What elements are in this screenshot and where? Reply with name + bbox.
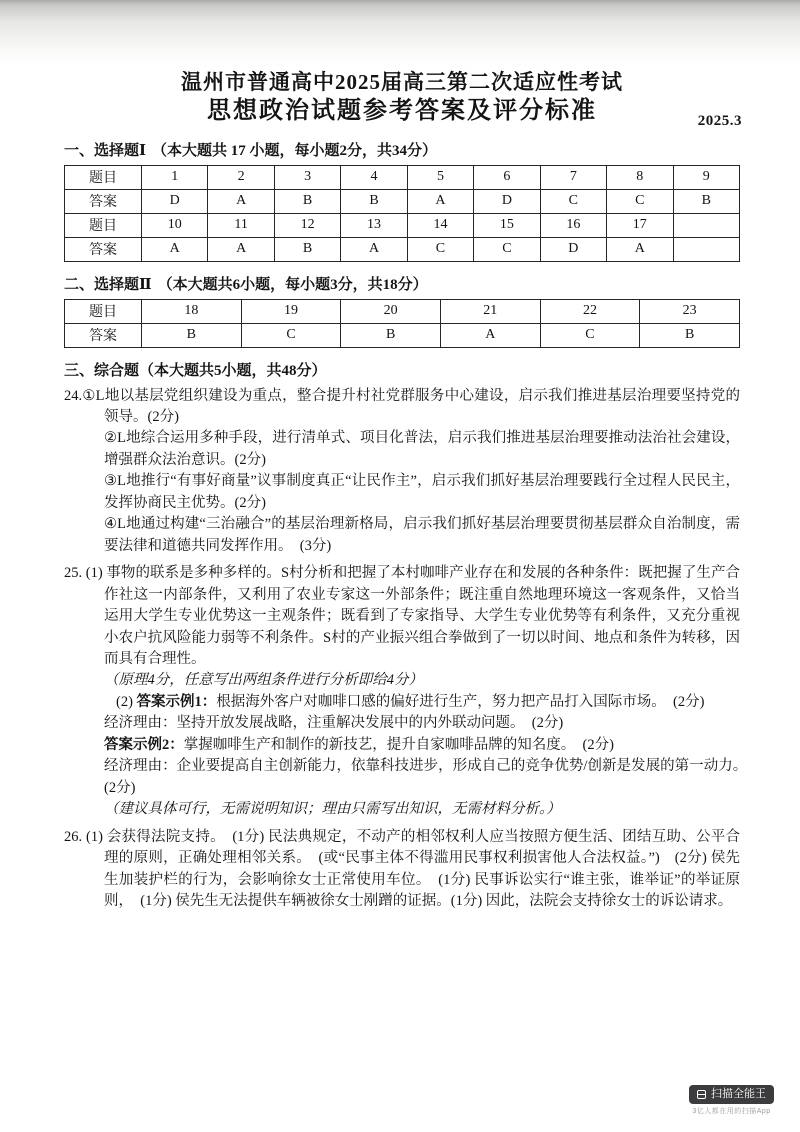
answer-cell: C	[540, 189, 606, 213]
camscanner-watermark	[689, 1085, 774, 1116]
answer-cell: 9	[673, 165, 740, 189]
answer-cell	[673, 213, 740, 237]
table-row	[65, 237, 740, 261]
section1-title: 一、选择题Ⅰ	[64, 142, 147, 159]
q25-part2-example1	[104, 692, 740, 713]
section3-title: 三、综合题	[64, 362, 140, 379]
q25-reason2: 经济理由：企业要提高自主创新能力，依靠科技进步，形成自己的竞争优势/创新是发展的第一动力。 (2分)	[104, 758, 755, 796]
answer-cell: B	[274, 189, 340, 213]
answer-cell: B	[341, 189, 407, 213]
row-header: 答案	[65, 189, 142, 213]
answer-table-1	[64, 165, 740, 262]
answer-cell: C	[540, 323, 640, 347]
camscanner-badge	[689, 1085, 774, 1104]
answer-cell: A	[208, 237, 274, 261]
answer-cell: 20	[341, 299, 441, 323]
title-line1: 温州市普通高中2025届高三第二次适应性考试	[181, 70, 623, 94]
answer-cell: 17	[607, 213, 673, 237]
q25-note: （建议具体可行，无需说明知识；理由只需写出知识，无需材料分析。）	[104, 801, 561, 818]
q24-item4: ④L地通过构建“三治融合”的基层治理新格局，启示我们抓好基层治理要贯彻基层群众自治制度，需要法律和道德共同发挥作用。 (3分)	[104, 516, 740, 554]
row-header: 题目	[65, 213, 142, 237]
answer-cell: 12	[274, 213, 340, 237]
answer-cell: 7	[540, 165, 606, 189]
question-24	[64, 386, 740, 558]
q25-example2	[104, 735, 740, 756]
answer-cell: C	[407, 237, 473, 261]
exam-date: 2025.3	[697, 112, 742, 129]
q25-example2-label: 答案示例2：	[104, 736, 184, 753]
answer-cell: 11	[208, 213, 274, 237]
document-header	[64, 68, 740, 128]
answer-cell: C	[474, 237, 540, 261]
q25-reason1: 经济理由：坚持开放发展战略，注重解决发展中的内外联动问题。 (2分)	[104, 715, 564, 732]
answer-cell: D	[474, 189, 540, 213]
camscanner-label: 扫描全能王	[711, 1088, 766, 1100]
q24-item3: ③L地推行“有事好商量”议事制度真正“让民作主”，启示我们抓好基层治理要践行全过程人民民主，发挥协商民主优势。(2分)	[104, 473, 740, 511]
question-25	[64, 563, 755, 820]
section1-heading	[64, 139, 740, 160]
answer-cell: 14	[407, 213, 473, 237]
section2-heading	[64, 273, 740, 294]
answer-cell: B	[640, 323, 740, 347]
scan-icon	[697, 1090, 706, 1099]
answer-cell: 2	[208, 165, 274, 189]
answer-cell: C	[241, 323, 341, 347]
answer-cell: 6	[474, 165, 540, 189]
q26-text: 26. (1) 会获得法院支持。 (1分) 民法典规定，不动产的相邻权利人应当按照方便生活、团结互助、公平合理的原则，正确处理相邻关系。 (或“民事主体不得滥用民事权利损害他人合法权益。”) (2分) 侯先生加装护栏的行为，会影响徐女士正常使用车位。 (1分) 民事诉讼实行“谁主张，谁举证”的举证原则， (1分) 侯先生无法提供车辆被徐女士剐蹭的证据。(1分) 因此，法院会支持徐女士的诉讼请求。	[64, 828, 740, 909]
answer-cell: 15	[474, 213, 540, 237]
q25-example1-label: 答案示例1：	[136, 693, 217, 710]
answer-cell: A	[407, 189, 473, 213]
answer-cell: 21	[440, 299, 540, 323]
answer-cell: D	[142, 189, 208, 213]
answer-cell: 22	[540, 299, 640, 323]
title-line2: 思想政治试题参考答案及评分标准	[207, 98, 597, 125]
section2-title: 二、选择题Ⅱ	[64, 276, 152, 293]
answer-cell: 19	[241, 299, 341, 323]
answer-cell: 13	[341, 213, 407, 237]
answer-cell: B	[673, 189, 740, 213]
table-row	[65, 213, 740, 237]
answer-cell: B	[142, 323, 242, 347]
answer-cell: B	[274, 237, 340, 261]
answer-cell: A	[341, 237, 407, 261]
table-row	[65, 323, 740, 347]
table-row	[65, 299, 740, 323]
q25-example1-text: 根据海外客户对咖啡口感的偏好进行生产，努力把产品打入国际市场。 (2分)	[216, 693, 705, 710]
q25-part1: 25. (1) 事物的联系是多种多样的。S村分析和把握了本村咖啡产业存在和发展的各种条件：既把握了生产合作社这一内部条件，又利用了农业专家这一外部条件；既注重自然地理环境这一客观条件，又恰当运用大学生专业优势这一主观条件；既看到了专家指导、大学生专业优势等有利条件，又充分重视小农户抗风险能力弱等不利条件。S村的产业振兴组合拳做到了一切以时间、地点和条件为转移，因而具有合理性。	[64, 565, 740, 667]
section2-note: （本大题共6小题，每小题3分，共18分）	[157, 276, 428, 293]
row-header: 答案	[65, 323, 142, 347]
row-header: 答案	[65, 237, 142, 261]
answer-cell: D	[540, 237, 606, 261]
question-26	[64, 827, 740, 913]
table-row	[65, 165, 740, 189]
row-header: 题目	[65, 165, 142, 189]
section3-heading	[64, 359, 740, 380]
q25-part1-note: （原理4分，任意写出两组条件进行分析即给4分）	[104, 672, 423, 689]
section3-note: （本大题共5小题，共48分）	[139, 362, 327, 379]
answer-table-2	[64, 299, 740, 348]
answer-cell: 1	[142, 165, 208, 189]
q25-example2-text: 掌握咖啡生产和制作的新技艺，提升自家咖啡品牌的知名度。 (2分)	[183, 736, 614, 753]
row-header: 题目	[65, 299, 142, 323]
title-line2-row	[64, 96, 740, 127]
answer-cell	[673, 237, 740, 261]
answer-cell: A	[142, 237, 208, 261]
answer-cell: 16	[540, 213, 606, 237]
answer-cell: 4	[341, 165, 407, 189]
answer-cell: A	[440, 323, 540, 347]
q24-item2: ②L地综合运用多种手段，进行清单式、项目化普法，启示我们推进基层治理要推动法治社会建设，增强群众法治意识。(2分)	[104, 430, 740, 468]
answer-cell: B	[341, 323, 441, 347]
answer-cell: 23	[640, 299, 740, 323]
answer-cell: 18	[142, 299, 242, 323]
q24-item1: 24.①L地以基层党组织建设为重点，整合提升村社党群服务中心建设，启示我们推进基层治理要坚持党的领导。(2分)	[64, 387, 740, 425]
answer-cell: A	[208, 189, 274, 213]
answer-cell: 5	[407, 165, 473, 189]
camscanner-subtext: 3亿人都在用的扫描App	[692, 1108, 771, 1115]
answer-cell: A	[607, 237, 673, 261]
answer-cell: 8	[607, 165, 673, 189]
answer-cell: C	[607, 189, 673, 213]
section1-note: （本大题共 17 小题，每小题2分，共34分）	[152, 142, 438, 159]
answer-cell: 3	[274, 165, 340, 189]
q25-part2-prefix: (2)	[116, 693, 137, 710]
answer-cell: 10	[142, 213, 208, 237]
table-row	[65, 189, 740, 213]
